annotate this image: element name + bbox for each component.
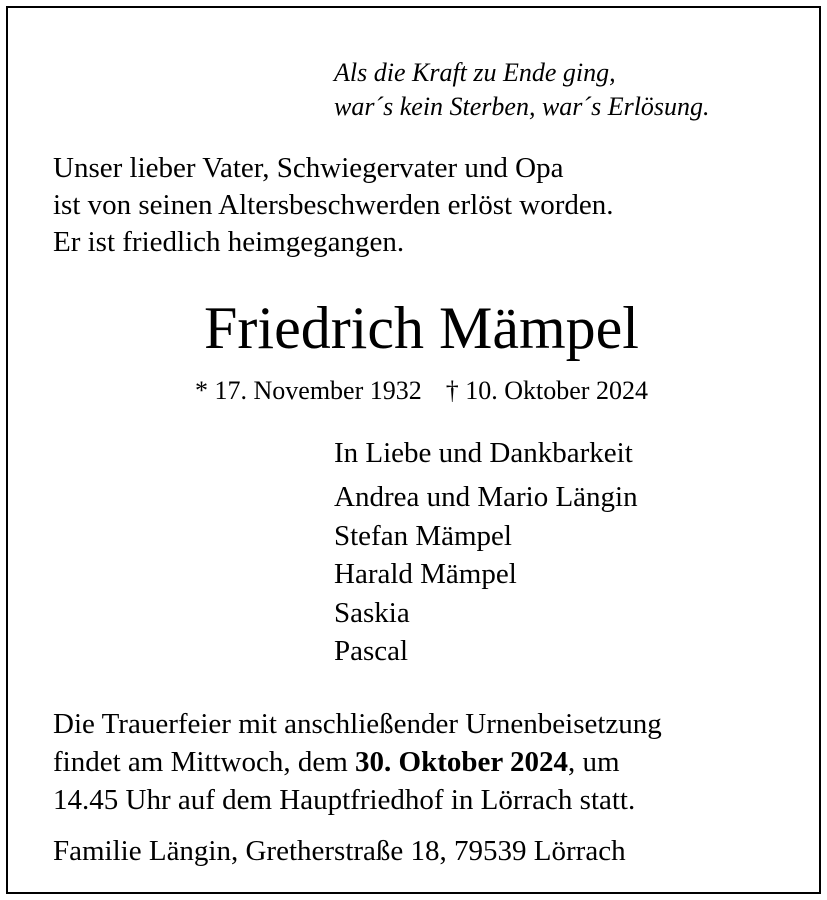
obituary-frame: [6, 6, 821, 894]
mourner-name: Andrea und Mario Längin: [334, 481, 638, 513]
birth-date: * 17. November 1932: [195, 376, 422, 405]
mourner-name: Pascal: [334, 635, 409, 667]
family-address: Familie Längin, Gretherstraße 18, 79539 Lörrach: [53, 835, 626, 867]
life-dates: [8, 374, 827, 408]
funeral-service-info: [53, 705, 662, 819]
intro-line-1: Unser lieber Vater, Schwiegervater und Opa: [53, 152, 564, 184]
intro-line-3: Er ist friedlich heimgegangen.: [53, 226, 405, 258]
service-line-2-end: , um: [567, 746, 620, 778]
mourner-name: Saskia: [334, 596, 410, 629]
motto-quote: [334, 56, 710, 124]
motto-line-1: Als die Kraft zu Ende ging,: [334, 58, 616, 87]
mourners-block: [334, 434, 638, 671]
service-line-1: Die Trauerfeier mit anschließender Urnenbeisetzung: [53, 708, 662, 740]
service-line-2-start: findet am Mittwoch, dem: [53, 746, 356, 778]
death-date: † 10. Oktober 2024: [445, 376, 648, 405]
deceased-name: Friedrich Mämpel: [204, 295, 639, 361]
motto-line-2: war´s kein Sterben, war´s Erlösung.: [334, 92, 710, 121]
intro-text: [53, 150, 614, 261]
mourner-name: Harald Mämpel: [334, 558, 517, 590]
service-line-3: 14.45 Uhr auf dem Hauptfriedhof in Lörrach statt.: [53, 784, 636, 816]
service-line-2: [53, 743, 662, 781]
mourner-name: Stefan Mämpel: [334, 519, 512, 552]
service-date: 30. Oktober 2024: [355, 746, 568, 778]
intro-line-2: ist von seinen Altersbeschwerden erlöst worden.: [53, 189, 614, 221]
closing-phrase: In Liebe und Dankbarkeit: [334, 437, 633, 469]
